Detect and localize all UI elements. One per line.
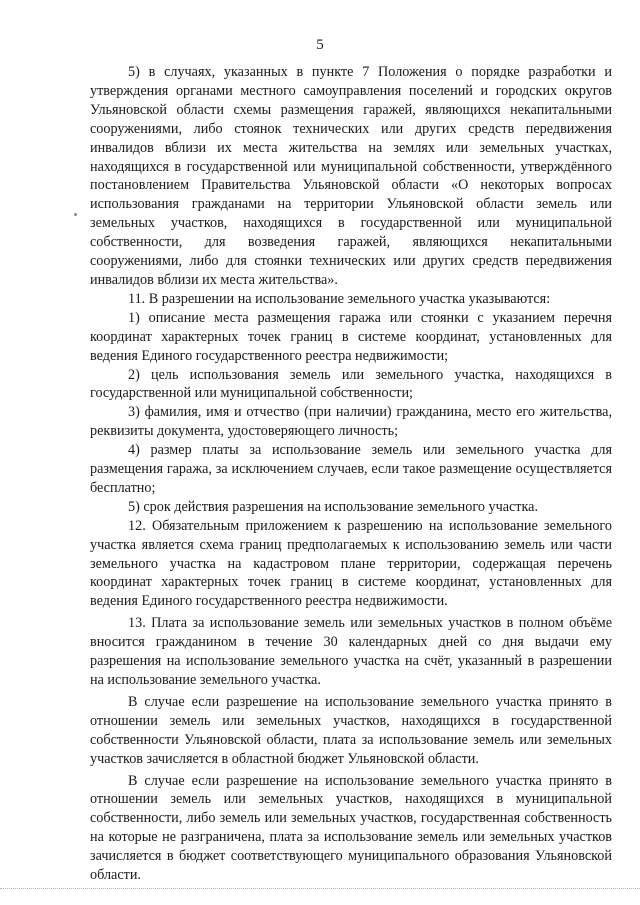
document-body (90, 63, 612, 885)
paragraph-section-11-item-1: 1) описание места размещения гаража или стоянки с указанием перечня координат характерных точек границ в системе координат, установленных для ведения Единого государственного реестра недвижимости; (90, 309, 612, 364)
scan-speck (74, 213, 77, 216)
paragraph-section-11-item-5: 5) срок действия разрешения на использование земельного участка. (128, 498, 539, 515)
paragraph-section-12: 12. Обязательным приложением к разрешению на использование земельного участка является схема границ предполагаемых к использованию земель или части земельного участка на кадастровом плане территории, содержащая перечень координат характерных точек границ в системе координат, установленных для ведения Единого государственного реестра недвижимости. (90, 517, 612, 610)
paragraph-regional-budget: В случае если разрешение на использование земельного участка принято в отношении земель или земельных участков, находящихся в государственной собственности Ульяновской области, плата за использование земель или земельных участков зачисляется в областной бюджет Ульяновской области. (90, 693, 612, 767)
paragraph-section-13: 13. Плата за использование земель или земельных участков в полном объёме вносится гражданином в течение 30 календарных дней со дня выдачи ему разрешения на использование земельного участка на счёт, указанный в разрешении на использование земельного участка. (90, 615, 612, 688)
scan-bottom-edge (0, 888, 640, 892)
paragraph-section-11-item-3: 3) фамилия, имя и отчество (при наличии) гражданина, место его жительства, реквизиты документа, удостоверяющего личность; (90, 404, 612, 440)
page-number: 5 (316, 37, 324, 53)
paragraph-section-11-item-2: 2) цель использования земель или земельного участка, находящихся в государственной или муниципальной собственности; (90, 366, 612, 402)
paragraph-item-5-of-previous-list: 5) в случаях, указанных в пункте 7 Положения о порядке разработки и утверждения органами местного самоуправления поселений и городских округов Ульяновской области схемы размещения гаражей, являющихся некапитальными сооружениями, либо стоянок технических или других средств передвижения инвалидов вблизи их места жительства на землях или земельных участках, находящихся в государственной или муниципальной собственности, утверждённого постановлением Правительства Ульяновской области «О некоторых вопросах использования гражданами на территории Ульяновской области земель или земельных участков, находящихся в государственной или муниципальной собственности, для возведения гаражей, являющихся некапитальными сооружениями, либо для стоянки технических или других средств передвижения инвалидов вблизи их места жительства». (90, 64, 612, 288)
paragraph-section-11: 11. В разрешении на использование земельного участка указываются: (128, 290, 551, 307)
paragraph-municipal-budget: В случае если разрешение на использование земельного участка принято в отношении земель или земельных участков, находящихся в муниципальной собственности, либо земель или земельных участков, государственная собственность на которые не разграничена, плата за использование земель или земельных участков зачисляется в бюджет соответствующего муниципального образования Ульяновской области. (90, 772, 612, 884)
paragraph-section-11-item-4: 4) размер платы за использование земель или земельного участка для размещения гаража, за исключением случаев, если такое размещение осуществляется бесплатно; (90, 442, 612, 496)
